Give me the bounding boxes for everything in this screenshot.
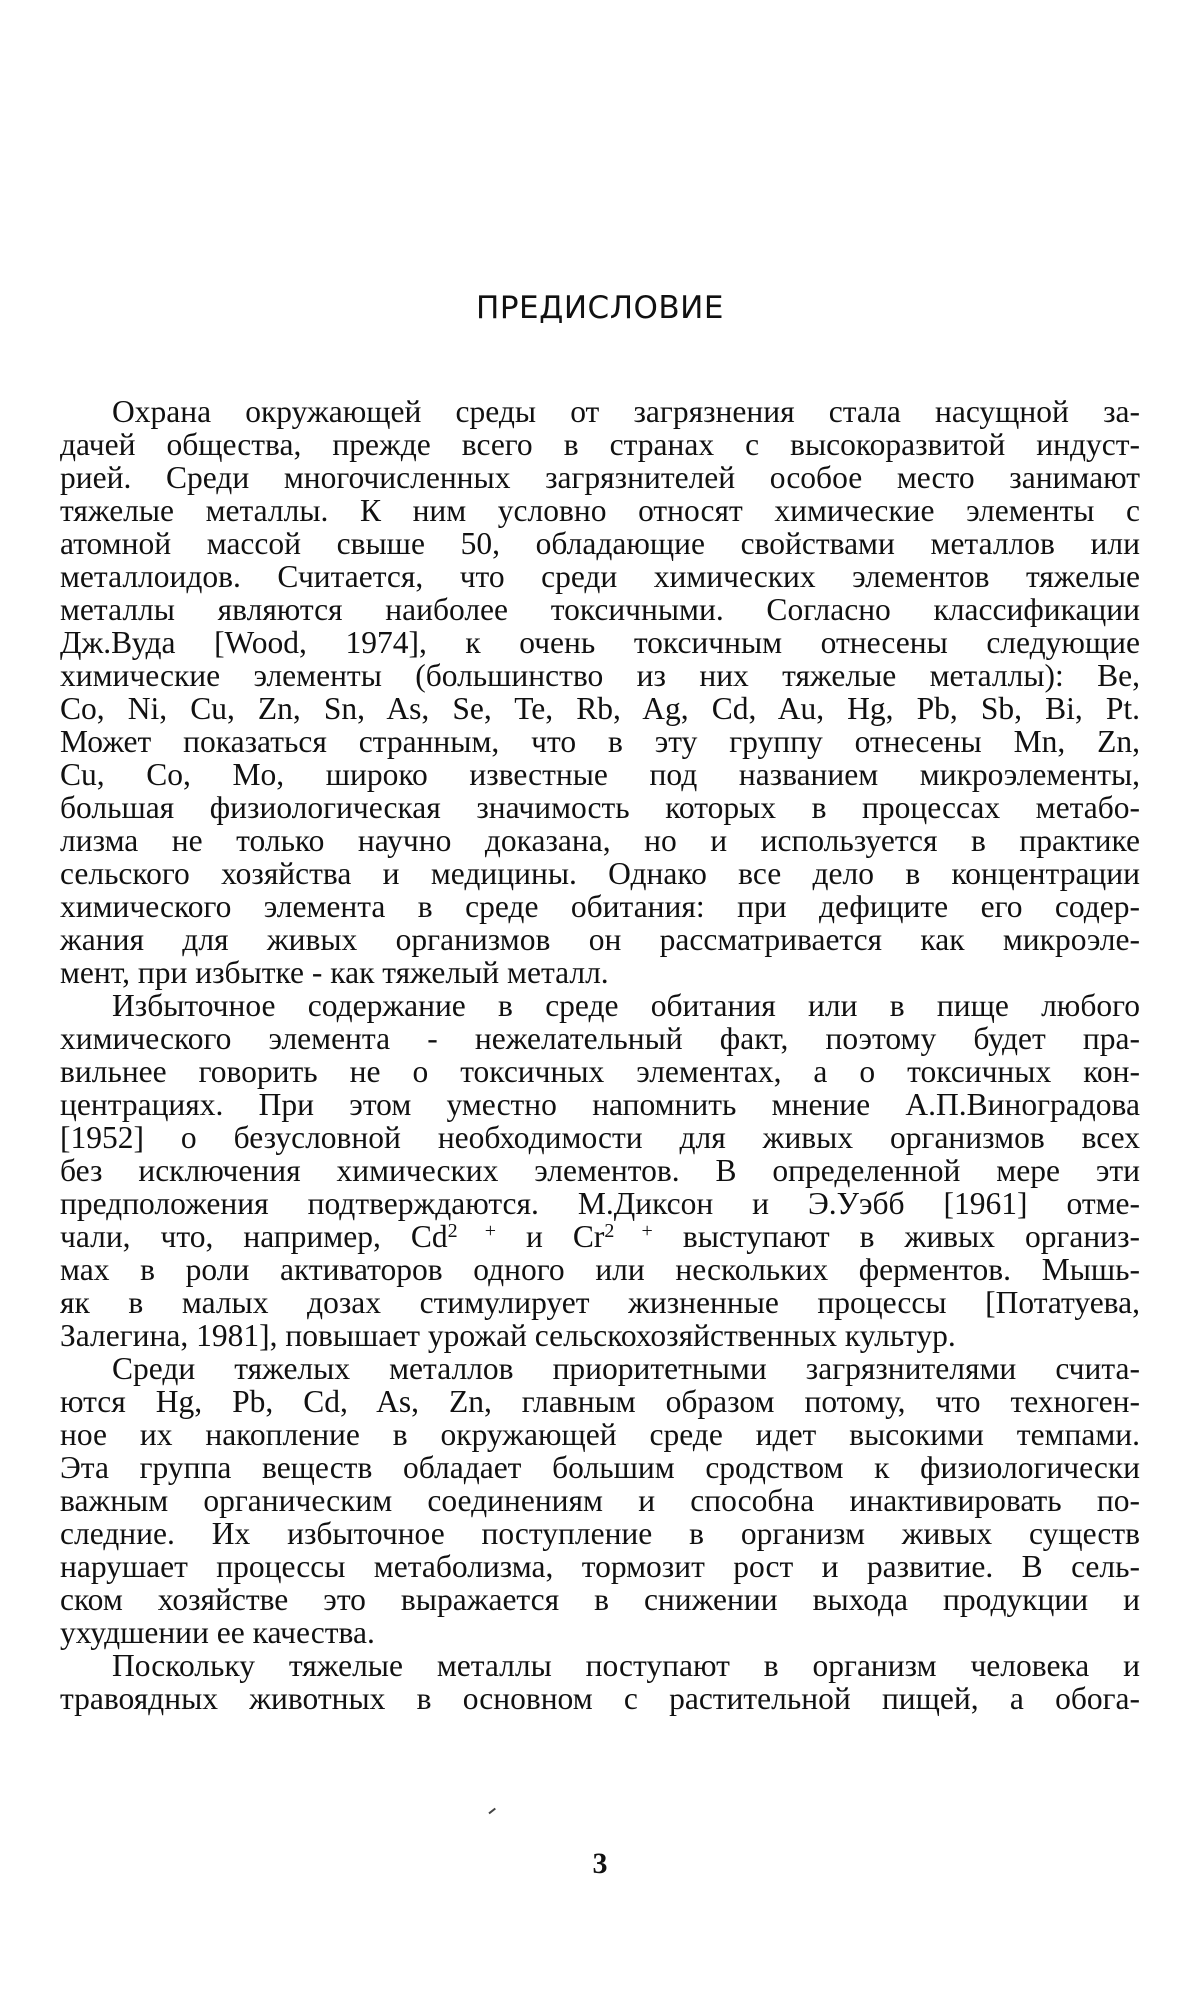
- text-line: рией. Среди многочисленных загрязнителей особое место занимают: [60, 460, 1140, 495]
- text-line: Залегина, 1981], повышает урожай сельскохозяйственных культур.: [60, 1318, 956, 1353]
- text-line: ются Hg, Pb, Cd, As, Zn, главным образом потому, что техноген-: [60, 1384, 1140, 1419]
- text-line-content: Избыточное содержание в среде обитания или в пище любого: [112, 988, 1140, 1023]
- text-line: [60, 1649, 1140, 1682]
- paragraph-2: [60, 989, 1140, 1352]
- text-line: центрациях. При этом уместно напомнить мнение А.П.Виноградова: [60, 1087, 1140, 1122]
- text-line: жания для живых организмов он рассматривается как микроэле-: [60, 922, 1140, 957]
- body-text: [60, 395, 1140, 1715]
- text-line: без исключения химических элементов. В определенной мере эти: [60, 1153, 1140, 1188]
- text-line: предположения подтверждаются. М.Диксон и Э.Уэбб [1961] отме-: [60, 1186, 1140, 1221]
- paragraph-4: [60, 1649, 1140, 1715]
- chapter-title: ПРЕДИСЛОВИЕ: [476, 290, 724, 326]
- text-line: вильнее говорить не о токсичных элементах, а о токсичных кон-: [60, 1054, 1140, 1089]
- page-number: 3: [592, 1847, 608, 1880]
- text-line: мент, при избытке - как тяжелый металл.: [60, 955, 609, 990]
- text-line: [1952] о безусловной необходимости для живых организмов всех: [60, 1120, 1140, 1155]
- text-line: химического элемента - нежелательный факт, поэтому будет пра-: [60, 1021, 1140, 1056]
- text-line: [60, 989, 1140, 1022]
- text-line: Эта группа веществ обладает большим сродством к физиологически: [60, 1450, 1140, 1485]
- text-line: большая физиологическая значимость которых в процессах метабо-: [60, 790, 1140, 825]
- text-line: [60, 395, 1140, 428]
- text-line: ное их накопление в окружающей среде идет высокими темпами.: [60, 1417, 1140, 1452]
- text-fragment: чали, что, например, Cd: [60, 1219, 448, 1254]
- text-line-with-superscripts: [60, 1220, 1140, 1253]
- text-line-content: Охрана окружающей среды от загрязнения стала насущной за-: [112, 394, 1140, 429]
- text-line: важным органическим соединениям и способна инактивировать по-: [60, 1483, 1140, 1518]
- text-line: Cu, Co, Mo, широко известные под названием микроэлементы,: [60, 757, 1140, 792]
- text-line: металлы являются наиболее токсичными. Согласно классификации: [60, 592, 1140, 627]
- text-line: химические элементы (большинство из них тяжелые металлы): Be,: [60, 658, 1140, 693]
- text-line: атомной массой свыше 50, обладающие свойствами металлов или: [60, 526, 1140, 561]
- text-line: химического элемента в среде обитания: при дефиците его содер-: [60, 889, 1140, 924]
- text-fragment: и Cr: [496, 1219, 605, 1254]
- text-line: лизма не только научно доказана, но и используется в практике: [60, 823, 1140, 858]
- text-line: мах в роли активаторов одного или нескольких ферментов. Мышь-: [60, 1252, 1140, 1287]
- text-line: ухудшении ее качества.: [60, 1615, 375, 1650]
- text-line-content: Среди тяжелых металлов приоритетными загрязнителями счита-: [112, 1351, 1140, 1386]
- superscript-charge: 2 +: [447, 1220, 497, 1242]
- text-line-content: Поскольку тяжелые металлы поступают в организм человека и: [112, 1648, 1140, 1683]
- text-line: дачей общества, прежде всего в странах с высокоразвитой индуст-: [60, 427, 1140, 462]
- text-fragment: выступают в живых организ-: [652, 1219, 1141, 1254]
- text-line: Может показаться странным, что в эту группу отнесены Mn, Zn,: [60, 724, 1140, 759]
- text-line: як в малых дозах стимулирует жизненные процессы [Потатуева,: [60, 1285, 1140, 1320]
- text-line: тяжелые металлы. К ним условно относят химические элементы с: [60, 493, 1140, 528]
- paragraph-1: [60, 395, 1140, 989]
- text-line: ском хозяйстве это выражается в снижении выхода продукции и: [60, 1582, 1140, 1617]
- text-line: травоядных животных в основном с растительной пищей, а обога-: [60, 1681, 1140, 1716]
- paragraph-3: [60, 1352, 1140, 1649]
- text-line: металлоидов. Считается, что среди химических элементов тяжелые: [60, 559, 1140, 594]
- text-line: нарушает процессы метаболизма, тормозит рост и развитие. В сель-: [60, 1549, 1140, 1584]
- text-line: Дж.Вуда [Wood, 1974], к очень токсичным отнесены следующие: [60, 625, 1140, 660]
- scan-artifact-mark: [488, 1808, 495, 1814]
- superscript-charge: 2 +: [604, 1220, 653, 1242]
- text-line: сельского хозяйства и медицины. Однако все дело в концентрации: [60, 856, 1140, 891]
- text-line: Co, Ni, Cu, Zn, Sn, As, Se, Te, Rb, Ag, Cd, Au, Hg, Pb, Sb, Bi, Pt.: [60, 691, 1140, 726]
- text-line: [60, 1352, 1140, 1385]
- text-line: следние. Их избыточное поступление в организм живых существ: [60, 1516, 1140, 1551]
